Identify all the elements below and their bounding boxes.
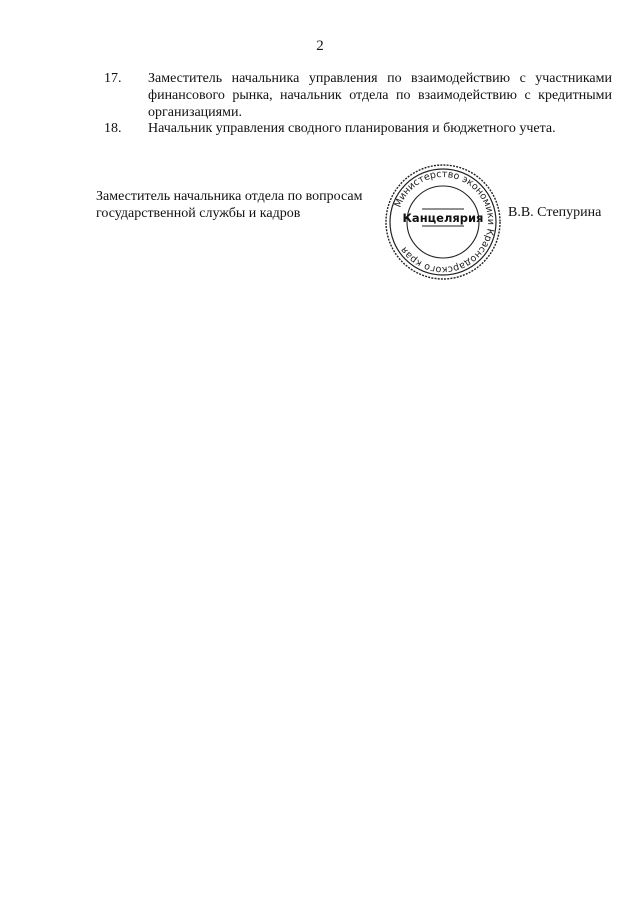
list-item-number: 18. xyxy=(104,121,122,136)
signature-role-line: государственной службы и кадров xyxy=(96,206,301,221)
list-item-18 xyxy=(104,120,612,140)
signature-role-line: Заместитель начальника отдела по вопросам xyxy=(96,189,363,204)
list-item-text: Заместитель начальника управления по взаимодействию с участниками финансового рынка, начальник отдела по взаимодействию с кредитными организациями. xyxy=(148,71,612,120)
stamp-ring-text: Министерство экономики Краснодарского края xyxy=(392,168,497,276)
official-stamp xyxy=(384,163,502,281)
stamp-center-text: Канцелярия xyxy=(402,211,484,225)
list-item-17 xyxy=(104,70,612,122)
page-number: 2 xyxy=(316,38,324,54)
list-item-number: 17. xyxy=(104,71,122,86)
signature-role xyxy=(96,188,396,222)
signature-name: В.В. Степурина xyxy=(508,205,602,220)
list-item-text: Начальник управления сводного планирования и бюджетного учета. xyxy=(148,121,556,136)
